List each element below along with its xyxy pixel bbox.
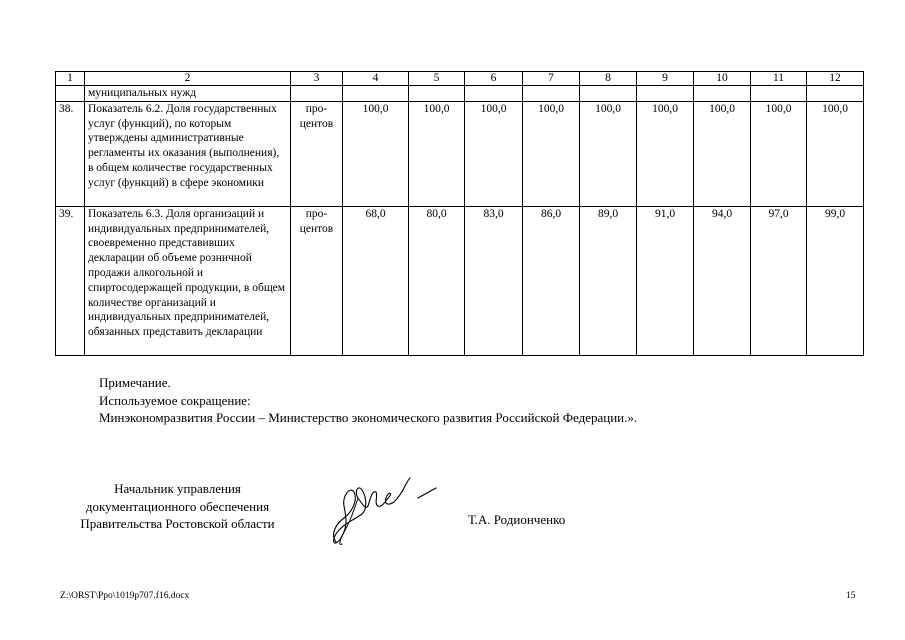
table-row <box>56 206 864 355</box>
note-title: Примечание. <box>99 375 171 390</box>
table-cell <box>56 86 85 102</box>
unit-of-measure: про- центов <box>291 206 343 355</box>
column-header: 9 <box>637 72 694 86</box>
signatory-name: Т.А. Родионченко <box>468 512 566 527</box>
note-subtitle: Используемое сокращение: <box>99 392 251 408</box>
column-header: 6 <box>465 72 523 86</box>
indicator-value: 99,0 <box>807 206 864 355</box>
column-header: 12 <box>807 72 864 86</box>
position-line-1: Начальник управления <box>114 481 241 496</box>
note-block <box>99 374 637 427</box>
row-number: 39. <box>56 206 85 355</box>
table-cell <box>291 86 343 102</box>
page-number: 15 <box>846 591 856 601</box>
indicator-value: 100,0 <box>807 101 864 206</box>
footer-file-path: Z:\ORST\Ppo\1019p707.f16.docx <box>60 591 190 601</box>
table-header-row <box>56 72 864 86</box>
indicator-value: 97,0 <box>751 206 807 355</box>
indicator-value: 100,0 <box>409 101 465 206</box>
signatory-position <box>59 480 296 533</box>
indicator-value: 86,0 <box>523 206 580 355</box>
table-cell <box>580 86 637 102</box>
table-cell <box>694 86 751 102</box>
column-header: 3 <box>291 72 343 86</box>
indicator-value: 100,0 <box>523 101 580 206</box>
column-header: 5 <box>409 72 465 86</box>
indicator-name: Показатель 6.3. Доля организаций и индивидуальных предпринимателей, своевременно представивших декларации об объеме розничной продажи алкогольной и спиртосодержащей продукции, в общем количестве организаций и индивидуальных предпринимателей, обязанных представить декларации <box>85 206 291 355</box>
indicator-value: 100,0 <box>580 101 637 206</box>
table-row <box>56 86 864 102</box>
indicators-table <box>55 71 864 356</box>
row-number: 38. <box>56 101 85 206</box>
continuation-text: муниципальных нужд <box>85 86 291 102</box>
position-line-3: Правительства Ростовской области <box>80 516 275 531</box>
column-header: 11 <box>751 72 807 86</box>
indicator-value: 100,0 <box>694 101 751 206</box>
column-header: 1 <box>56 72 85 86</box>
indicator-value: 80,0 <box>409 206 465 355</box>
column-header: 10 <box>694 72 751 86</box>
note-text: Минэкономразвития России – Министерство экономического развития Российской Федерации.». <box>99 410 638 425</box>
indicator-value: 100,0 <box>751 101 807 206</box>
column-header: 4 <box>343 72 409 86</box>
indicator-value: 100,0 <box>465 101 523 206</box>
indicator-value: 68,0 <box>343 206 409 355</box>
indicator-value: 100,0 <box>637 101 694 206</box>
column-header: 8 <box>580 72 637 86</box>
table-cell <box>409 86 465 102</box>
column-header: 2 <box>85 72 291 86</box>
table-body <box>56 72 864 356</box>
table-cell <box>465 86 523 102</box>
table-cell <box>807 86 864 102</box>
column-header: 7 <box>523 72 580 86</box>
indicator-value: 100,0 <box>343 101 409 206</box>
handwritten-signature <box>328 470 443 555</box>
table-cell <box>637 86 694 102</box>
indicator-value: 83,0 <box>465 206 523 355</box>
indicator-value: 91,0 <box>637 206 694 355</box>
table-row <box>56 101 864 206</box>
indicator-value: 89,0 <box>580 206 637 355</box>
indicator-value: 94,0 <box>694 206 751 355</box>
indicator-name: Показатель 6.2. Доля государственных услуг (функций), по которым утверждены административные регламенты их оказания (выполнения), в общем количестве государственных услуг (функций) в сфере экономики <box>85 101 291 206</box>
table-cell <box>343 86 409 102</box>
table-cell <box>751 86 807 102</box>
table-cell <box>523 86 580 102</box>
position-line-2: документационного обеспечения <box>85 498 270 514</box>
unit-of-measure: про- центов <box>291 101 343 206</box>
